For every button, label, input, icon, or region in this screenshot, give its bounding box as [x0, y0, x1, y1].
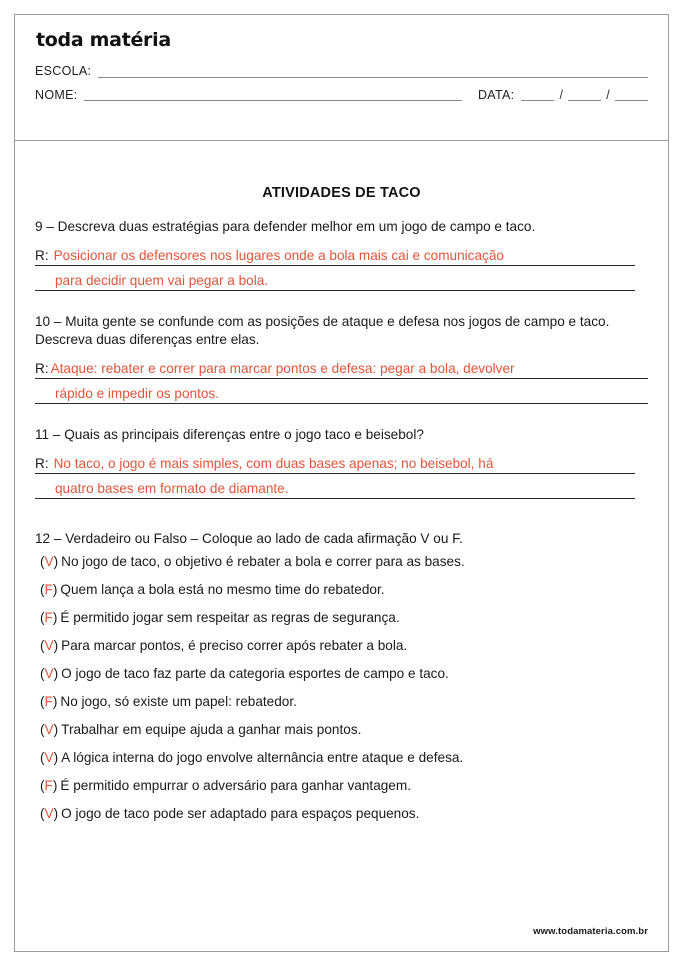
paren-close: )	[53, 553, 59, 569]
paren-close: )	[53, 721, 59, 737]
tf-statement: É permitido empurrar o adversário para ganhar vantagem.	[60, 777, 411, 793]
question-12-prompt: 12 – Verdadeiro ou Falso – Coloque ao lado de cada afirmação V ou F.	[35, 530, 463, 546]
school-input-rule[interactable]	[98, 66, 648, 78]
true-false-item[interactable]	[35, 688, 648, 716]
paren-close: )	[52, 581, 58, 597]
tf-statement: Para marcar pontos, é preciso correr após rebater a bola.	[61, 637, 408, 653]
tf-answer-mark[interactable]: V	[44, 749, 54, 765]
answer-prefix: R:	[35, 360, 49, 376]
name-label: NOME:	[35, 87, 78, 102]
date-month-input[interactable]	[568, 89, 601, 101]
true-false-item[interactable]	[35, 548, 648, 576]
footer-url: www.todamateria.com.br	[533, 926, 648, 937]
question-10-prompt: 10 – Muita gente se confunde com as posições de ataque e defesa nos jogos de campo e taco. Descreva duas diferenças entre elas.	[35, 313, 610, 347]
date-field-group	[478, 89, 648, 102]
answer-line[interactable]	[35, 266, 635, 291]
question-11-answer	[35, 449, 648, 499]
paren-open: (	[40, 777, 45, 793]
tf-answer-mark[interactable]: F	[44, 609, 53, 625]
brand-logo: toda matéria	[36, 29, 171, 51]
question-9-answer	[35, 241, 648, 291]
date-separator-1: /	[559, 87, 564, 102]
answer-line[interactable]	[35, 241, 635, 266]
date-day-input[interactable]	[521, 89, 554, 101]
answer-text: Ataque: rebater e correr para marcar pontos e defesa: pegar a bola, devolver	[50, 360, 515, 376]
true-false-item[interactable]	[35, 716, 648, 744]
paren-close: )	[52, 609, 58, 625]
tf-statement: No jogo de taco, o objetivo é rebater a bola e correr para as bases.	[61, 553, 465, 569]
worksheet-page	[14, 14, 669, 952]
paren-open: (	[40, 693, 45, 709]
paren-open: (	[40, 553, 45, 569]
tf-answer-mark[interactable]: V	[44, 665, 54, 681]
question-11	[35, 426, 648, 499]
question-9-prompt: 9 – Descreva duas estratégias para defender melhor em um jogo de campo e taco.	[35, 219, 536, 234]
paren-close: )	[53, 749, 59, 765]
question-11-prompt: 11 – Quais as principais diferenças entre o jogo taco e beisebol?	[35, 426, 424, 442]
tf-statement: É permitido jogar sem respeitar as regras de segurança.	[60, 609, 400, 625]
question-12	[35, 529, 648, 828]
answer-text: para decidir quem vai pegar a bola.	[55, 272, 269, 288]
true-false-item[interactable]	[35, 744, 648, 772]
tf-answer-mark[interactable]: V	[44, 721, 54, 737]
date-label: DATA:	[477, 87, 515, 102]
tf-statement: Trabalhar em equipe ajuda a ganhar mais pontos.	[61, 721, 362, 737]
school-label: ESCOLA:	[35, 64, 92, 78]
tf-answer-mark[interactable]: F	[44, 581, 53, 597]
true-false-item[interactable]	[35, 604, 648, 632]
paren-open: (	[40, 721, 45, 737]
question-10-answer	[35, 354, 648, 404]
paren-close: )	[52, 693, 58, 709]
answer-text: quatro bases em formato de diamante.	[55, 480, 289, 496]
question-10	[35, 313, 648, 404]
tf-statement: A lógica interna do jogo envolve alternância entre ataque e defesa.	[61, 749, 464, 765]
true-false-item[interactable]	[35, 660, 648, 688]
paren-close: )	[53, 805, 59, 821]
paren-open: (	[40, 637, 45, 653]
name-date-field-row	[35, 89, 648, 102]
school-field-row	[35, 65, 648, 78]
true-false-item[interactable]	[35, 772, 648, 800]
worksheet-content	[15, 185, 668, 828]
answer-line[interactable]	[35, 379, 648, 404]
date-separator-2: /	[606, 87, 610, 102]
tf-answer-mark[interactable]: V	[44, 805, 54, 821]
paren-open: (	[40, 581, 45, 597]
name-input-rule[interactable]	[84, 89, 461, 101]
paren-open: (	[40, 665, 45, 681]
paren-open: (	[40, 749, 45, 765]
true-false-item[interactable]	[35, 576, 648, 604]
paren-close: )	[53, 637, 59, 653]
paren-close: )	[52, 777, 58, 793]
answer-text: No taco, o jogo é mais simples, com duas bases apenas; no beisebol, há	[53, 455, 494, 471]
answer-line[interactable]	[35, 474, 635, 499]
tf-answer-mark[interactable]: V	[44, 637, 54, 653]
paren-close: )	[53, 665, 59, 681]
paren-open: (	[40, 609, 45, 625]
answer-text: Posicionar os defensores nos lugares onde a bola mais cai e comunicação	[53, 247, 504, 263]
tf-statement: No jogo, só existe um papel: rebatedor.	[60, 693, 297, 709]
paren-open: (	[40, 805, 45, 821]
tf-statement: O jogo de taco faz parte da categoria esportes de campo e taco.	[61, 665, 449, 681]
date-year-input[interactable]	[615, 89, 648, 101]
tf-answer-mark[interactable]: F	[44, 693, 53, 709]
page-title: ATIVIDADES DE TACO	[262, 185, 421, 201]
answer-line[interactable]	[35, 449, 635, 474]
tf-answer-mark[interactable]: V	[44, 553, 54, 569]
true-false-item[interactable]	[35, 632, 648, 660]
true-false-item[interactable]	[35, 800, 648, 828]
answer-prefix: R:	[35, 455, 49, 471]
answer-text: rápido e impedir os pontos.	[55, 385, 219, 401]
tf-statement: O jogo de taco pode ser adaptado para espaços pequenos.	[61, 805, 420, 821]
answer-prefix: R:	[35, 247, 49, 263]
answer-line[interactable]	[35, 354, 648, 379]
worksheet-header	[15, 15, 668, 141]
tf-answer-mark[interactable]: F	[44, 777, 53, 793]
question-9	[35, 218, 648, 291]
tf-statement: Quem lança a bola está no mesmo time do rebatedor.	[60, 581, 385, 597]
true-false-list	[35, 548, 648, 828]
